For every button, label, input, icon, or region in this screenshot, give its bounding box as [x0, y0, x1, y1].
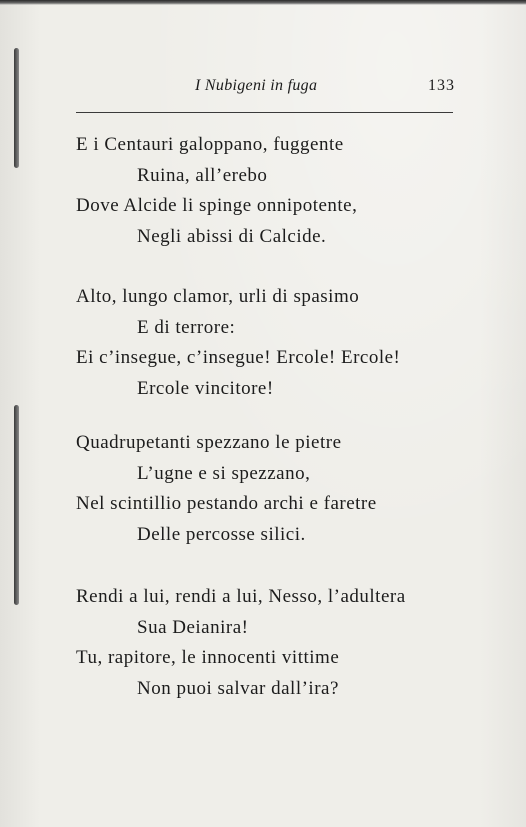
stanza-3	[76, 428, 377, 550]
binding-thread-lower	[14, 405, 19, 605]
verse-line: Delle percosse silici.	[137, 523, 306, 545]
verse-line: Quadrupetanti spezzano le pietre	[76, 432, 342, 453]
page-top-edge	[0, 0, 526, 5]
stanza-1	[76, 130, 357, 252]
verse-line: L’ugne e si spezzano,	[137, 462, 311, 484]
stanza-2	[76, 282, 400, 404]
verse-line: Sua Deianira!	[137, 616, 249, 638]
verse-line: Ruina, all’erebo	[137, 164, 268, 186]
running-title: I Nubigeni in fuga	[195, 77, 318, 94]
verse-line: Alto, lungo clamor, urli di spasimo	[76, 286, 360, 307]
verse-line: Non puoi salvar dall’ira?	[137, 677, 339, 699]
verse-line: Ei c’insegue, c’insegue! Ercole! Ercole!	[76, 347, 401, 368]
verse-line: E di terrore:	[137, 316, 236, 338]
page-header	[75, 77, 455, 101]
verse-line: Negli abissi di Calcide.	[137, 225, 327, 247]
verse-line: Tu, rapitore, le innocenti vittime	[76, 647, 340, 668]
binding-thread-upper	[14, 48, 19, 168]
header-rule	[76, 112, 453, 113]
page-number: 133	[428, 77, 455, 94]
stanza-4	[76, 582, 406, 704]
verse-line: Rendi a lui, rendi a lui, Nesso, l’adultera	[76, 586, 406, 607]
verse-line: E i Centauri galoppano, fuggente	[76, 134, 344, 155]
verse-line: Nel scintillio pestando archi e faretre	[76, 493, 377, 514]
verse-line: Ercole vincitore!	[137, 377, 274, 399]
verse-line: Dove Alcide li spinge onnipotente,	[76, 195, 358, 216]
